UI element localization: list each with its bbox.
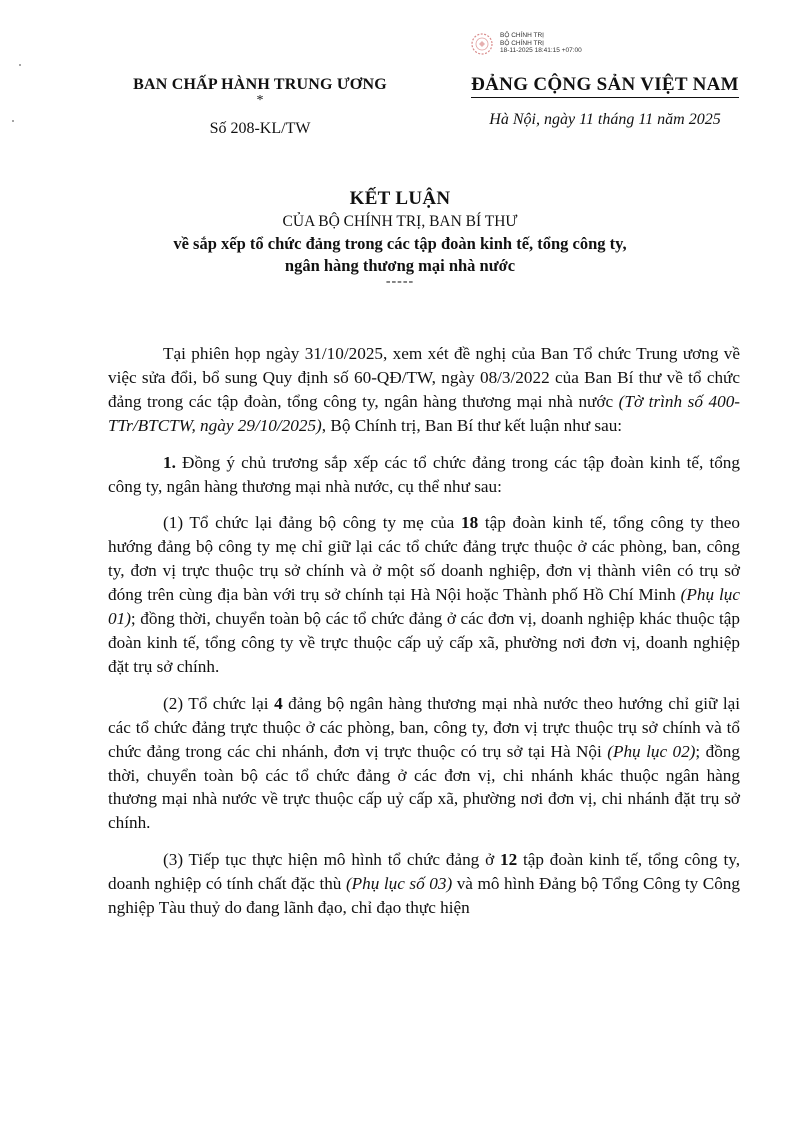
text-run: , Bộ Chính trị, Ban Bí thư kết luận như sau:	[321, 415, 623, 435]
appendix-reference: (Phụ lục 02)	[607, 741, 696, 761]
scan-speck	[19, 64, 21, 66]
party-name: ĐẢNG CỘNG SẢN VIỆT NAM	[471, 74, 739, 98]
text-run: ; đồng thời, chuyển toàn bộ các tổ chức đảng ở các đơn vị, chi nhánh khác thuộc ngân hàng thương mại nhà nước về trực thuộc cấp uỷ cấp xã, phường nơi đơn vị, chi nhánh đặt trụ sở chính.	[108, 741, 740, 833]
asterisk: *	[256, 93, 264, 108]
count-value: 4	[274, 693, 283, 713]
document-subject	[100, 233, 700, 277]
text-run: tập đoàn kinh tế, tổng công ty, doanh nghiệp có tính chất đặc thù	[108, 850, 740, 894]
document-title: KẾT LUẬN	[349, 188, 451, 209]
intro-paragraph	[108, 342, 740, 438]
section-number: 1.	[163, 452, 176, 472]
text-run: Tại phiên họp ngày 31/10/2025, xem xét đề nghị của Ban Tổ chức Trung ương về việc sửa đổi, bổ sung Quy định số 60-QĐ/TW, ngày 08/3/2022 của Ban Bí thư về tổ chức đảng trong các tập đoàn, tổng công ty, ngân hàng thương mại nhà nước	[108, 344, 740, 411]
text-run: tập đoàn kinh tế, tổng công ty theo hướng đảng bộ công ty mẹ chỉ giữ lại các tổ chức đảng trực thuộc ở các phòng, ban, công ty, đơn vị trực thuộc trụ sở chính và ở một số doanh nghiệp, đơn vị thành viên có trụ sở đóng trên cùng địa bàn với trụ sở chính tại Hà Nội hoặc Thành phố Hồ Chí Minh	[108, 513, 740, 605]
document-issuer: CỦA BỘ CHÍNH TRỊ, BAN BÍ THƯ	[282, 213, 518, 230]
text-run: đảng bộ ngân hàng thương mại nhà nước theo hướng chỉ giữ lại các tổ chức đảng trực thuộc ở các phòng, ban, công ty, đơn vị trực thuộc trụ sở chính và tổ chức đảng trong các chi nhánh, đơn vị trực thuộc có trụ sở tại Hà Nội	[108, 693, 741, 761]
subject-line: ngân hàng thương mại nhà nước	[284, 256, 516, 275]
title-separator: -----	[385, 274, 415, 289]
appendix-reference: (Phụ lục số 03)	[345, 874, 453, 894]
document-number: Số 208-KL/TW	[209, 120, 311, 137]
item-2-paragraph	[108, 692, 740, 835]
text-run: (1) Tổ chức lại đảng bộ công ty mẹ của	[163, 513, 461, 533]
party-block	[455, 74, 755, 129]
section-1-paragraph	[108, 451, 740, 499]
appendix-reference: (Phụ lục 01)	[108, 585, 740, 629]
text-run: (2) Tổ chức lại	[163, 693, 275, 713]
organization-name: BAN CHẤP HÀNH TRUNG ƯƠNG	[133, 76, 387, 93]
text-run: và mô hình Đảng bộ Tổng Công ty Công nghiệp Tàu thuỷ do đang lãnh đạo, chỉ đạo thực hiện	[108, 874, 740, 918]
text-run: Đồng ý chủ trương sắp xếp các tổ chức đảng trong các tập đoàn kinh tế, tổng công ty, ngân hàng thương mại nhà nước, cụ thể như sau:	[108, 452, 740, 496]
stamp-line: BỘ CHÍNH TRỊ	[500, 39, 544, 47]
text-run: ; đồng thời, chuyển toàn bộ các tổ chức đảng ở các đơn vị, doanh nghiệp khác thuộc tập đoàn kinh tế, tổng công ty về trực thuộc cấp uỷ cấp xã, phường nơi đơn vị, doanh nghiệp đặt trụ sở chính.	[108, 609, 740, 676]
stamp-line: BỘ CHÍNH TRỊ	[500, 32, 544, 39]
document-title-block	[100, 188, 700, 287]
reference-citation: (Tờ trình số 400-TTr/BTCTW, ngày 29/10/2025)	[108, 391, 741, 435]
item-1-paragraph	[108, 511, 740, 678]
scan-speck	[12, 120, 14, 122]
issuing-authority-block	[100, 76, 420, 138]
stamp-timestamp: 18-11-2025 18:41:15 +07:00	[500, 47, 582, 54]
subject-line: về sắp xếp tổ chức đảng trong các tập đoàn kinh tế, tổng công ty,	[173, 234, 627, 253]
document-body	[108, 342, 740, 933]
digital-signature-stamp	[470, 28, 750, 68]
count-value: 18	[460, 513, 479, 533]
count-value: 12	[499, 850, 518, 870]
item-3-paragraph	[108, 848, 740, 920]
seal-icon	[470, 32, 494, 56]
place-date: Hà Nội, ngày 11 tháng 11 năm 2025	[489, 111, 721, 128]
text-run: (3) Tiếp tục thực hiện mô hình tổ chức đảng ở	[163, 850, 500, 870]
